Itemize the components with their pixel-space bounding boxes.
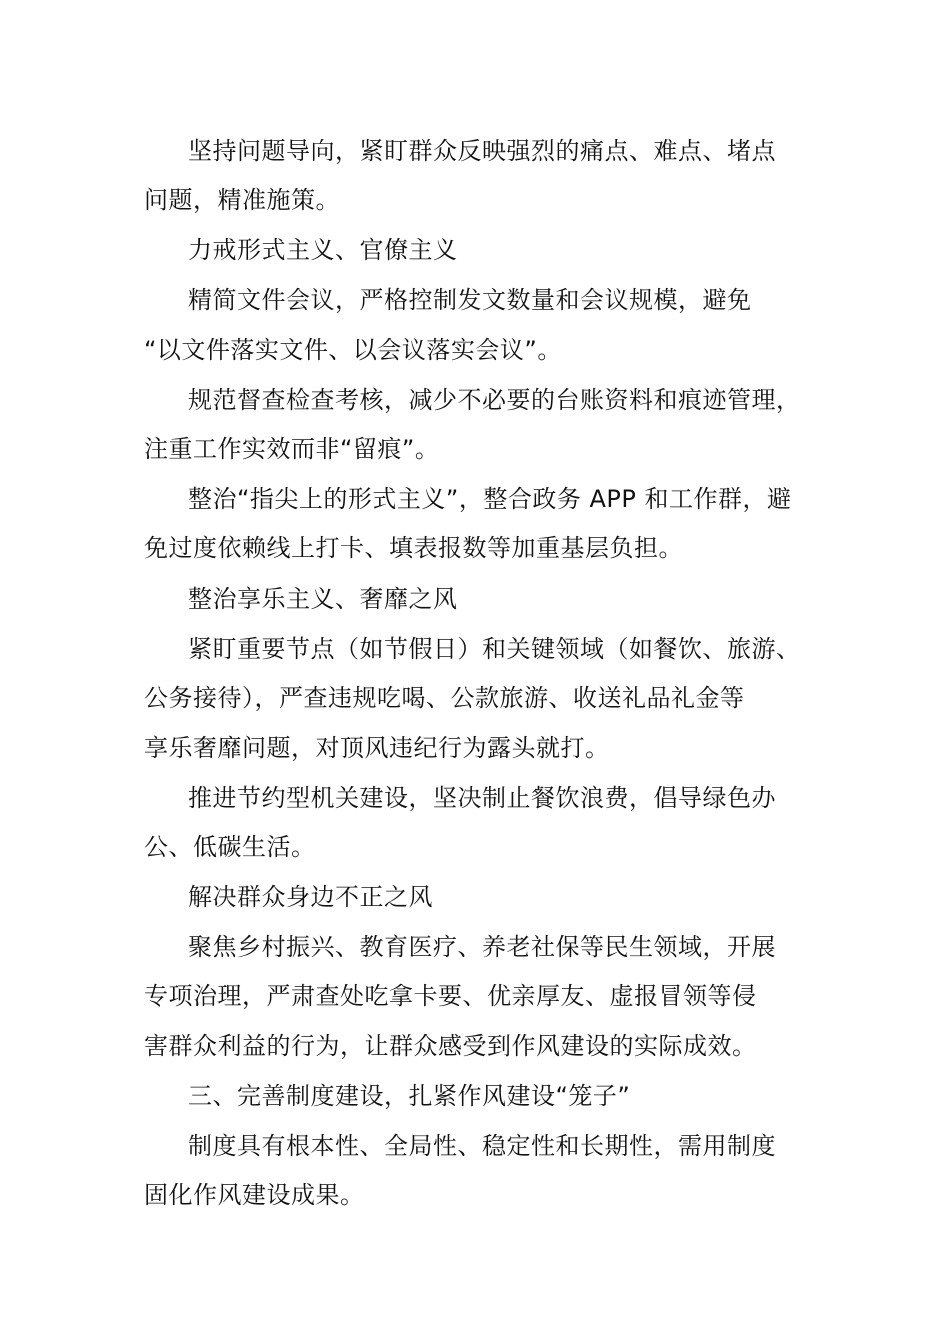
paragraph-line: 制度具有根本性、全局性、稳定性和长期性，需用制度 <box>188 1132 776 1160</box>
paragraph-line: 公务接待），严查违规吃喝、公款旅游、收送礼品礼金等 <box>144 684 745 712</box>
section-heading: 解决群众身边不正之风 <box>188 883 433 911</box>
paragraph-line: 规范督查检查考核，减少不必要的台账资料和痕迹管理， <box>188 386 801 414</box>
paragraph-line: 聚焦乡村振兴、教育医疗、养老社保等民生领域，开展 <box>188 933 776 961</box>
paragraph-line: 享乐奢靡问题，对顶风违纪行为露头就打。 <box>144 734 610 762</box>
paragraph-line: 固化作风建设成果。 <box>144 1181 365 1209</box>
paragraph-line: 整治“指尖上的形式主义”，整合政务 APP 和工作群，避 <box>188 485 792 513</box>
paragraph-line: 紧盯重要节点（如节假日）和关键领域（如餐饮、旅游、 <box>188 635 801 663</box>
paragraph-line: 推进节约型机关建设，坚决制止餐饮浪费，倡导绿色办 <box>188 784 776 812</box>
paragraph-line: 问题，精准施策。 <box>144 186 340 214</box>
paragraph-line: 公、低碳生活。 <box>144 833 316 861</box>
paragraph-line: 专项治理，严肃查处吃拿卡要、优亲厚友、虚报冒领等侵 <box>144 982 757 1010</box>
paragraph-line: 害群众利益的行为，让群众感受到作风建设的实际成效。 <box>144 1032 757 1060</box>
section-heading: 整治享乐主义、奢靡之风 <box>188 585 458 613</box>
paragraph-line: 坚持问题导向，紧盯群众反映强烈的痛点、难点、堵点 <box>188 137 776 165</box>
paragraph-line: 免过度依赖线上打卡、填表报数等加重基层负担。 <box>144 534 683 562</box>
paragraph-line: 注重工作实效而非“留痕”。 <box>144 435 440 463</box>
section-heading: 力戒形式主义、官僚主义 <box>188 236 458 264</box>
paragraph-line: “以文件落实文件、以会议落实会议”。 <box>144 336 562 364</box>
section-heading: 三、完善制度建设，扎紧作风建设“笼子” <box>188 1082 631 1110</box>
paragraph-line: 精简文件会议，严格控制发文数量和会议规模，避免 <box>188 286 752 314</box>
